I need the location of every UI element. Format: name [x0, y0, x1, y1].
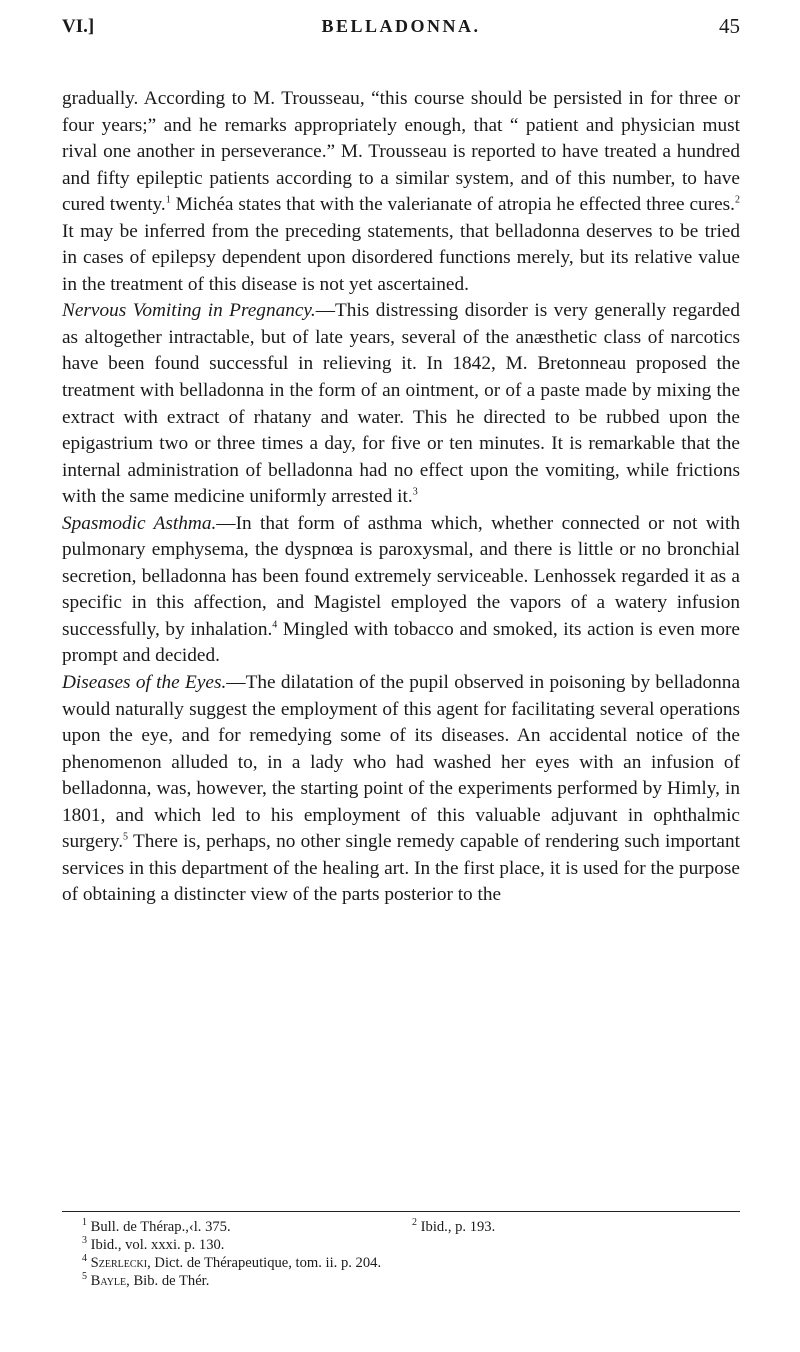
footnote-author: Szerlecki	[90, 1255, 148, 1271]
paragraph	[62, 298, 740, 510]
footnote-ref: 5	[123, 831, 129, 843]
footnote-4: $^4$ Szerlecki, Dict. de Thérapeutique, tom. ii. p. 204.	[82, 1253, 382, 1271]
footnote-2: $^2$ Ibid., p. 193.	[412, 1217, 496, 1235]
footnote-author: Bayle	[90, 1273, 127, 1289]
footnote-ref: 3	[412, 486, 418, 498]
footnote-3: $^3$ Ibid., vol. xxxi. p. 130.	[82, 1235, 225, 1253]
footnote-5: $^5$ Bayle, Bib. de Thér.	[82, 1271, 210, 1289]
paragraph-text: —The dilatation of the pupil observed in poisoning by belladonna would naturally suggest the employment of this agent for facilitating several operations upon the eye, and for remedying some of its diseases. An accidental notice of the phenomenon alluded to, in a lady who had washed her eyes with an infusion of belladonna, was, however, the starting point of the experiments performed by Himly, in 1801, and which led to his employment of this valuable adjuvant in ophthalmic surgery.	[62, 672, 741, 853]
paragraph-text: —In that form of asthma which, whether connected or not with pulmonary emphysema, the dyspnœa is paroxysmal, and there is little or no bronchial secretion, belladonna has been found extremely serviceable. Lenhossek regarded it as a specific in this affection, and Magistel employed the vapors of a watery infusion successfully, by inhalation.	[62, 512, 740, 640]
page-number: 45	[719, 14, 740, 38]
footnote-ref: 2	[735, 194, 741, 206]
paragraph	[62, 86, 740, 298]
section-heading: Diseases of the Eyes.	[62, 672, 227, 694]
paragraph-text: gradually. According to M. Trousseau, “this course should be persisted in for three or four years;” and he remarks appropriately enough, that “ patient and physician must rival one another in perseverance.” M. Trousseau is reported to have treated a hundred and fifty epileptic patients according to a similar system, and of this number, to have cured twenty.	[62, 88, 740, 216]
chapter-marker: VI.]	[62, 16, 95, 37]
footnote-row	[82, 1218, 722, 1236]
paragraph-text: It may be inferred from the preceding statements, that belladonna deserves to be tried in cases of epilepsy dependent upon disordered functions merely, but its relative value in the treatment of this disease is not yet ascertained.	[62, 220, 740, 295]
section-heading: Spasmodic Asthma.	[62, 512, 217, 534]
paragraph-text: Michéa states that with the valerianate of atropia he effected three cures.	[170, 194, 736, 216]
running-header	[62, 0, 740, 50]
paragraph-text: There is, perhaps, no other single remedy capable of rendering such important services in this department of the healing art. In the first place, it is used for the purpose of obtaining a distincter view of the parts posterior to the	[62, 831, 740, 906]
section-heading: Nervous Vomiting in Pregnancy.	[62, 300, 316, 322]
footnote-ref: 1	[165, 194, 171, 206]
footnote-divider	[62, 1211, 740, 1212]
paragraph-text: Mingled with tobacco and smoked, its action is even more prompt and decided.	[62, 618, 740, 667]
paragraph-text: —This distressing disorder is very generally regarded as altogether intractable, but of late years, several of the anæsthetic class of narcotics have been found successful in relieving it. In 1842, M. Bretonneau proposed the treatment with belladonna in the form of an ointment, or of a paste made by mixing the extract with extract of rhatany and water. This he directed to be rubbed upon the epigastrium two or three times a day, for five or ten minutes. It is remarkable that the internal administration of belladonna had no effect upon the vomiting, while frictions with the same medicine uniformly arrested it.	[62, 300, 740, 508]
footnote-ref: 4	[272, 619, 278, 631]
running-title: BELLADONNA.	[321, 16, 481, 36]
footnotes	[82, 1218, 722, 1290]
body-text	[62, 86, 740, 909]
paragraph	[62, 511, 740, 670]
book-page	[62, 0, 741, 1289]
footnote-1: $^1$ Bull. de Thérap.,‹l. 375.	[82, 1217, 231, 1235]
paragraph	[62, 670, 740, 909]
